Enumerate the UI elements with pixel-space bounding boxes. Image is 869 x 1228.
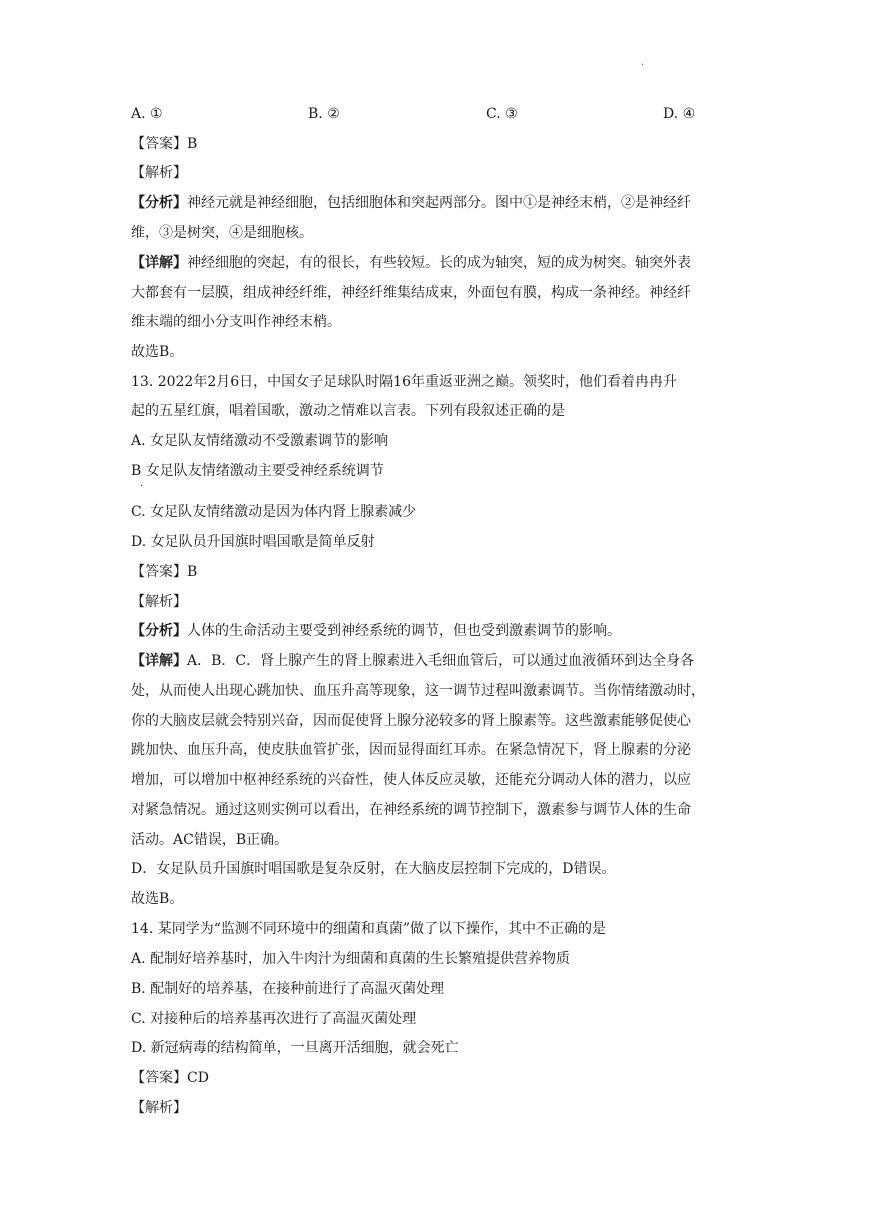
q13-stem-line-1: 13. 2022年2月6日，中国女子足球队时隔16年重返亚洲之巅。领奖时，他们看着冉冉升 — [131, 374, 677, 390]
q12-option-a: A. ① — [131, 106, 163, 122]
q12-analysis-label: 【解析】 — [131, 165, 187, 181]
q13-xiangjie-line-6: 对紧急情况。通过这则实例可以看出，在神经系统的调节控制下，激素参与调节人体的生命 — [131, 802, 691, 818]
q13-xiangjie-line-2: 处，从而使人出现心跳加快、血压升高等现象，这一调节过程叫激素调节。当你情绪激动时， — [131, 683, 705, 699]
q12-xiangjie-line-3: 维末端的细小分支叫作神经末梢。 — [131, 314, 341, 330]
q13-conclusion: 故选B。 — [131, 891, 184, 907]
q13-option-b-dot: . — [140, 478, 144, 489]
q14-option-b: B. 配制好的培养基，在接种前进行了高温灭菌处理 — [131, 981, 445, 997]
q13-xiangjie-line-3: 你的大脑皮层就会特别兴奋，因而促使肾上腺分泌较多的肾上腺素等。这些激素能够促使心 — [131, 713, 691, 729]
q12-option-c: C. ③ — [486, 106, 518, 122]
q13-xiangjie-line-1 — [131, 651, 694, 671]
q14-stem-line-1: 14. 某同学为“监测不同环境中的细菌和真菌”做了以下操作，其中不正确的是 — [131, 921, 607, 937]
q12-conclusion: 故选B。 — [131, 344, 184, 360]
fenxi-text: 人体的生命活动主要受到神经系统的调节，但也受到激素调节的影响。 — [187, 623, 621, 639]
fenxi-label: 【分析】 — [131, 195, 187, 211]
header-mark: . — [641, 57, 645, 68]
q14-analysis-label: 【解析】 — [131, 1100, 187, 1116]
q12-option-b: B. ② — [308, 106, 340, 122]
q13-option-a: A. 女足队友情绪激动不受激素调节的影响 — [131, 433, 389, 449]
q13-stem-line-2: 起的五星红旗，唱着国歌，激动之情难以言表。下列有段叙述正确的是 — [131, 403, 565, 419]
q12-xiangjie-line-1 — [131, 253, 691, 273]
fenxi-text: 神经元就是神经细胞，包括细胞体和突起两部分。图中①是神经末梢，②是神经纤 — [187, 195, 691, 211]
q13-xiangjie-line-7: 活动。AC错误，B正确。 — [131, 832, 289, 848]
q12-option-d: D. ④ — [663, 106, 696, 122]
q13-option-c: C. 女足队友情绪激动是因为体内肾上腺素减少 — [131, 504, 417, 520]
q13-xiangjie-line-5: 增加，可以增加中枢神经系统的兴奋性，使人体反应灵敏，还能充分调动人体的潜力，以应 — [131, 772, 691, 788]
fenxi-label: 【分析】 — [131, 623, 187, 639]
q14-option-d: D. 新冠病毒的结构简单，一旦离开活细胞，就会死亡 — [131, 1040, 459, 1056]
xiangjie-text: 神经细胞的突起，有的很长，有些较短。长的成为轴突，短的成为树突。轴突外表 — [187, 255, 691, 271]
q13-option-b: B 女足队友情绪激动主要受神经系统调节 — [131, 463, 384, 479]
xiangjie-text: A．B．C．肾上腺产生的肾上腺素进入毛细血管后，可以通过血液循环到达全身各 — [187, 653, 695, 669]
xiangjie-label: 【详解】 — [131, 653, 187, 669]
q14-option-a: A. 配制好培养基时，加入牛肉汁为细菌和真菌的生长繁殖提供营养物质 — [131, 951, 571, 967]
q13-option-d: D. 女足队员升国旗时唱国歌是简单反射 — [131, 534, 375, 550]
q13-fenxi-line-1 — [131, 621, 621, 641]
q13-answer: 【答案】B — [131, 564, 198, 580]
q12-fenxi-line-2: 维，③是树突，④是细胞核。 — [131, 225, 313, 241]
q12-answer: 【答案】B — [131, 136, 198, 152]
q13-analysis-label: 【解析】 — [131, 594, 187, 610]
q13-xiangjie-line-4: 跳加快、血压升高，使皮肤血管扩张，因而显得面红耳赤。在紧急情况下，肾上腺素的分泌 — [131, 742, 691, 758]
q12-fenxi-line-1 — [131, 193, 691, 213]
q13-xiangjie-line-8: D．女足队员升国旗时唱国歌是复杂反射，在大脑皮层控制下完成的，D错误。 — [131, 861, 616, 877]
xiangjie-label: 【详解】 — [131, 255, 187, 271]
q14-option-c: C. 对接种后的培养基再次进行了高温灭菌处理 — [131, 1011, 417, 1027]
q14-answer: 【答案】CD — [131, 1070, 209, 1086]
q12-xiangjie-line-2: 大都套有一层膜，组成神经纤维，神经纤维集结成束，外面包有膜，构成一条神经。神经纤 — [131, 285, 691, 301]
